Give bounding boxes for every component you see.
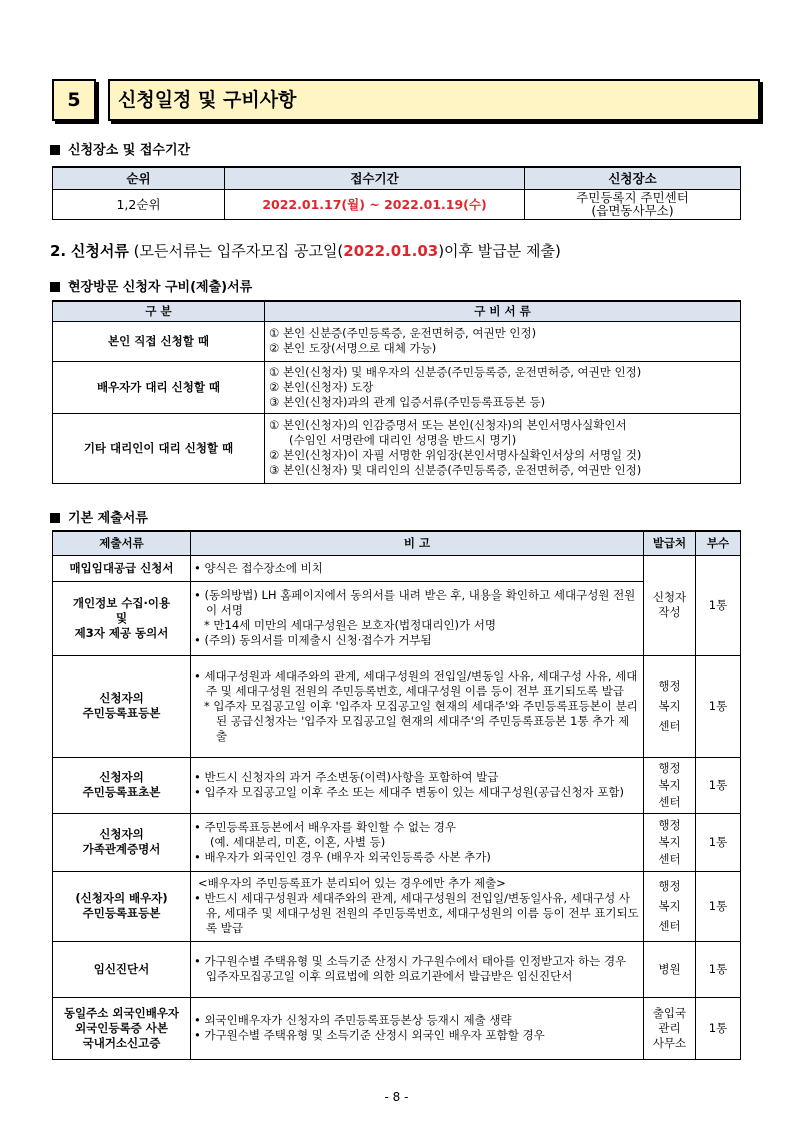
doc-notes: • 외국인배우자가 신청자의 주민등록표등본상 등재시 제출 생략 • 가구원수별 주택유형 및 소득기준 산정시 외국인 배우자 포함할 경우 xyxy=(191,997,644,1059)
doc-notes: <배우자의 주민등록표가 분리되어 있는 경우에만 추가 제출> • 반드시 세대구성원과 세대주와의 관계, 세대구성원의 전입일/변동일사유, 세대구성 사유, 세대주 및 세대구성원 전원의 주민등록번호, 세대구성원의 이름 등이 전부 표기되도록 발급 xyxy=(191,871,644,941)
col-rank: 순위 xyxy=(53,167,225,189)
copies-cell: 1통 xyxy=(696,757,741,813)
copies-cell: 1통 xyxy=(696,655,741,757)
doc-notes: • (동의방법) LH 홈페이지에서 동의서를 내려 받은 후, 내용을 확인하고 세대구성원 전원이 서명 * 만14세 미만의 세대구성원은 보호자(법정대리인)가 서명 • (주의) 동의서를 미제출시 신청·접수가 거부됨 xyxy=(191,581,644,655)
visit-documents-table xyxy=(52,300,741,484)
copies-cell: 1통 xyxy=(696,997,741,1059)
basic-documents-table xyxy=(52,530,741,1060)
issuer-cell: 행정 복지 센터 xyxy=(644,757,696,813)
subsection-title-schedule: 신청장소 및 접수기간 xyxy=(50,139,190,158)
visit-row-label: 기타 대리인이 대리 신청할 때 xyxy=(53,413,265,483)
doc-notes: • 반드시 신청자의 과거 주소변동(이력)사항을 포함하여 발급 • 입주자 모집공고일 이후 주소 또는 세대주 변동이 있는 세대구성원(공급신청자 포함) xyxy=(191,757,644,813)
section-title: 신청일정 및 구비사항 xyxy=(108,79,760,121)
doc-name: 동일주소 외국인배우자 외국인등록증 사본 국내거소신고증 xyxy=(53,997,191,1059)
visit-row-items: ① 본인(신청자) 및 배우자의 신분증(주민등록증, 운전면허증, 여권만 인정) ② 본인(신청자) 도장 ③ 본인(신청자)과의 관계 입증서류(주민등록표등본 등) xyxy=(265,361,741,413)
period-cell: 2022.01.17(월) ~ 2022.01.19(수) xyxy=(225,189,525,219)
doc-name: 임신진단서 xyxy=(53,941,191,997)
doc-name: 신청자의 주민등록표초본 xyxy=(53,757,191,813)
doc-notes: • 주민등록표등본에서 배우자를 확인할 수 없는 경우 (예. 세대분리, 미혼, 이혼, 사별 등) • 배우자가 외국인인 경우 (배우자 외국인등록증 사본 추가) xyxy=(191,813,644,871)
doc-name: 매입임대공급 신청서 xyxy=(53,555,191,581)
col-issuer: 발급처 xyxy=(644,531,696,555)
schedule-table xyxy=(52,166,741,220)
doc-name: 신청자의 가족관계증명서 xyxy=(53,813,191,871)
doc-name: (신청자의 배우자) 주민등록표등본 xyxy=(53,871,191,941)
doc-notes: • 세대구성원과 세대주와의 관계, 세대구성원의 전입일/변동일 사유, 세대구성 사유, 세대주 및 세대구성원 전원의 주민등록번호, 세대구성원 이름 등이 전부 표기되도록 발급 * 입주자 모집공고일 이후 '입주자 모집공고일 현재의 세대주'와 주민등록표등본이 분리된 공급신청자는 '입주자 모집공고일 현재의 세대주'의 주민등록표등본 1통 추가 제출 xyxy=(191,655,644,757)
doc-name: 신청자의 주민등록표등본 xyxy=(53,655,191,757)
doc-notes: • 양식은 접수장소에 비치 xyxy=(191,555,644,581)
square-bullet-icon xyxy=(50,282,60,292)
doc-notes: • 가구원수별 주택유형 및 소득기준 산정시 가구원수에서 태아를 인정받고자 하는 경우 입주자모집공고일 이후 의료법에 의한 의료기관에서 발급받은 임신진단서 xyxy=(191,941,644,997)
doc-name: 개인정보 수집·이용 및 제3자 제공 동의서 xyxy=(53,581,191,655)
issuer-cell: 출입국 관리 사무소 xyxy=(644,997,696,1059)
section-number: 5 xyxy=(52,79,96,121)
documents-heading: 2. 신청서류 (모든서류는 입주자모집 공고일(2022.01.03)이후 발급분 제출) xyxy=(50,242,561,260)
col-documents: 구 비 서 류 xyxy=(265,301,741,321)
col-period: 접수기간 xyxy=(225,167,525,189)
place-cell: 주민등록지 주민센터 (읍면동사무소) xyxy=(525,189,741,219)
visit-row-label: 본인 직접 신청할 때 xyxy=(53,321,265,361)
issuer-cell: 행정 복지 센터 xyxy=(644,871,696,941)
copies-cell: 1통 xyxy=(696,555,741,655)
copies-cell: 1통 xyxy=(696,871,741,941)
col-category: 구 분 xyxy=(53,301,265,321)
rank-cell: 1,2순위 xyxy=(53,189,225,219)
issuer-cell: 병원 xyxy=(644,941,696,997)
issuer-cell: 행정 복지 센터 xyxy=(644,655,696,757)
subsection-title-visit: 현장방문 신청자 구비(제출)서류 xyxy=(50,276,252,295)
subsection-title-basic: 기본 제출서류 xyxy=(50,507,148,526)
issuer-cell: 행정 복지 센터 xyxy=(644,813,696,871)
square-bullet-icon xyxy=(50,513,60,523)
col-copies: 부수 xyxy=(696,531,741,555)
col-place: 신청장소 xyxy=(525,167,741,189)
issuer-cell: 신청자 작성 xyxy=(644,555,696,655)
page-number: - 8 - xyxy=(384,1090,409,1104)
copies-cell: 1통 xyxy=(696,941,741,997)
col-doc: 제출서류 xyxy=(53,531,191,555)
square-bullet-icon xyxy=(50,145,60,155)
visit-row-items: ① 본인(신청자)의 인감증명서 또는 본인(신청자)의 본인서명사실확인서 (수임인 서명란에 대리인 성명을 반드시 명기) ② 본인(신청자)이 자필 서명한 위임장(본인서명사실확인서상의 서명일 것) ③ 본인(신청자) 및 대리인의 신분증(주민등록증, 운전면허증, 여권만 인정) xyxy=(265,413,741,483)
visit-row-label: 배우자가 대리 신청할 때 xyxy=(53,361,265,413)
col-notes: 비 고 xyxy=(191,531,644,555)
section-header xyxy=(52,79,763,121)
copies-cell: 1통 xyxy=(696,813,741,871)
visit-row-items: ① 본인 신분증(주민등록증, 운전면허증, 여권만 인정) ② 본인 도장(서명으로 대체 가능) xyxy=(265,321,741,361)
